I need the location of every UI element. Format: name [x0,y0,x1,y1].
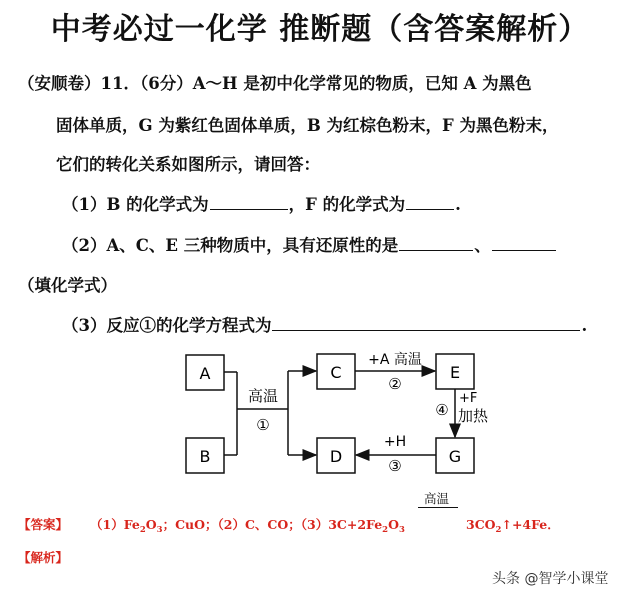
part2-prompt: （2）A、C、E 三种物质中，具有还原性的是 [62,236,399,255]
answer-blank-b[interactable] [210,195,288,210]
answer-text: $(1)Fe_2O_3$；CuO；（2）C、CO；$(3)3C+2Fe_2O_3$ [90,517,405,535]
answer-label: 【答案】 [18,517,69,532]
condition-reaction-2: +A 高温 [368,352,422,368]
question-line-3: 它们的转化关系如图所示，请回答： [56,155,320,174]
question-part-2-note: （填化学式） [18,276,117,295]
condition-reaction-1: 高温 [247,387,279,405]
node-label-a: A [199,364,211,383]
answer-condition: 高温 [424,491,450,506]
page-title: 中考必过一化学 推断题（含答案解析） [50,12,590,47]
question-line-2: 固体单质，G 为紫红色固体单质，B 为红棕色粉末，F 为黑色粉末， [56,116,559,135]
node-label-d: D [329,447,343,466]
part1-prompt-f: ，F 的化学式为 [288,195,406,214]
answer-blank-reducer-1[interactable] [399,236,473,251]
condition-reaction-4-heat: 加热 [458,407,489,425]
watermark-text: 头条 @智学小课堂 [492,571,609,587]
number-reaction-3: ③ [388,457,402,475]
question-source: （安顺卷） [18,74,101,93]
question-part-1 [62,191,461,215]
part3-end: . [581,316,588,335]
question-number: 11．（6分） [100,74,193,93]
condition-reaction-4-reagent: +F [459,391,478,406]
answer-blank-f[interactable] [406,195,454,210]
part3-prompt: （3）反应①的化学方程式为 [62,316,272,335]
number-reaction-1: ① [256,416,270,434]
answer-blank-reducer-2[interactable] [492,236,556,251]
answer-line [18,515,405,535]
answer-condition-line [418,507,458,508]
reaction-diagram [180,345,510,480]
question-stem-1: A～H 是初中化学常见的物质，已知 A 为黑色 [192,74,532,93]
node-label-c: C [330,363,342,382]
node-label-g: G [448,447,462,466]
number-reaction-4: ④ [435,401,449,419]
question-line-1 [18,70,532,94]
answer-products: $3CO_2↑+4Fe$． [466,517,560,535]
node-label-e: E [449,363,461,382]
analysis-label: 【解析】 [18,550,69,565]
condition-reaction-3: +H [383,434,407,450]
question-part-2 [62,232,557,256]
part1-end: . [455,195,461,214]
answer-blank-equation[interactable] [272,316,580,331]
number-reaction-2: ② [388,375,402,393]
part1-prompt-b: （1）B 的化学式为 [62,195,209,214]
question-part-3 [62,312,587,336]
node-label-b: B [199,447,211,466]
part2-separator: 、 [474,236,491,255]
